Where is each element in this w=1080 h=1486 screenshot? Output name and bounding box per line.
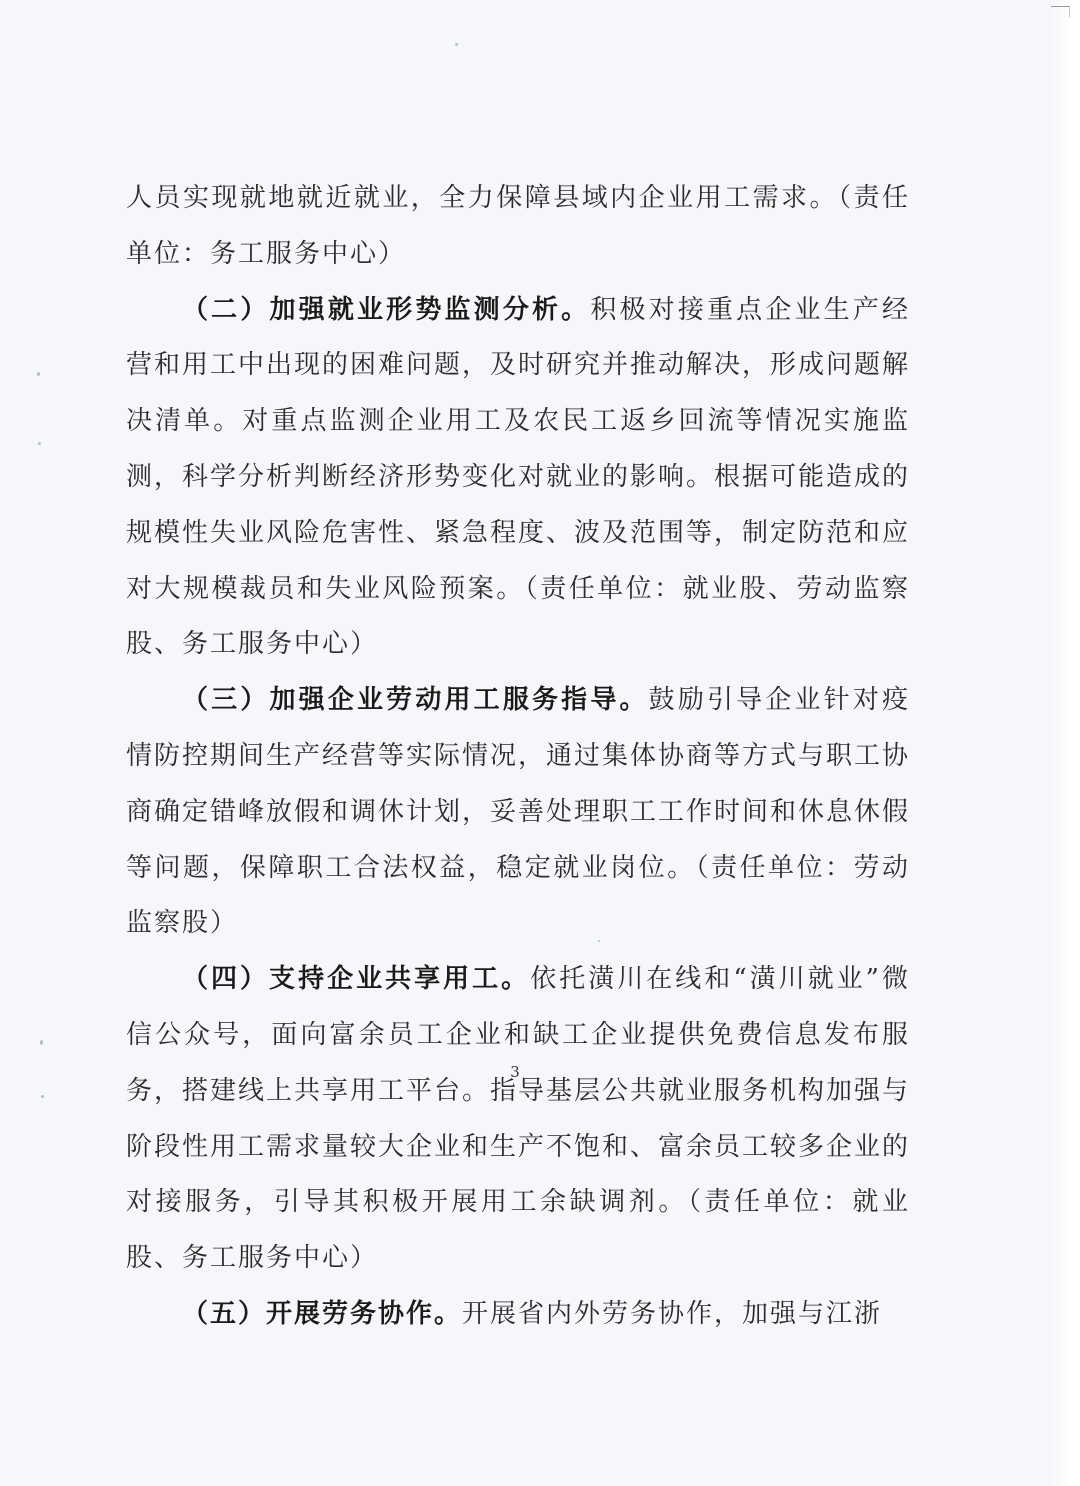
corner-mark (1051, 6, 1070, 17)
scan-speck (455, 43, 458, 46)
scan-speck (38, 442, 41, 445)
section-body-2: 积极对接重点企业生产经营和用工中出现的困难问题，及时研究并推动解决，形成问题解决清单。对重点监测企业用工及农民工返乡回流等情况实施监测，科学分析判断经济形势变化对就业的影响。根据可能造成的规模性失业风险危害性、紧急程度、波及范围等，制定防范和应对大规模裁员和失业风险预案。（责任单位：就业股、劳动监察股、务工服务中心） (126, 294, 911, 660)
section-paragraph-5 (126, 1287, 910, 1343)
section-paragraph-3 (126, 673, 910, 952)
section-heading-3: （三）加强企业劳动用工服务指导。 (182, 685, 649, 716)
page-number: 3 (510, 1063, 520, 1081)
section-paragraph-4 (126, 952, 910, 1287)
section-paragraph-2 (126, 283, 910, 674)
document-body (126, 171, 910, 1343)
scan-speck (41, 1095, 44, 1098)
section-heading-4: （四）支持企业共享用工。 (182, 964, 531, 995)
section-heading-5: （五）开展劳务协作。 (182, 1298, 463, 1329)
section-heading-2: （二）加强就业形势监测分析。 (182, 294, 591, 325)
paper-edge (1050, 0, 1080, 1486)
scan-speck (37, 372, 40, 376)
section-body-4: 依托潢川在线和“潢川就业”微信公众号，面向富余员工企业和缺工企业提供免费信息发布服务，搭建线上共享用工平台。指导基层公共就业服务机构加强与阶段性用工需求量较大企业和生产不饱和、富余员工较多企业的对接服务，引导其积极开展用工余缺调剂。（责任单位：就业股、务工服务中心） (126, 964, 911, 1274)
section-body-5: 开展省内外劳务协作，加强与江浙 (462, 1298, 883, 1329)
section-body-3: 鼓励引导企业针对疫情防控期间生产经营等实际情况，通过集体协商等方式与职工协商确定错峰放假和调休计划，妥善处理职工工作时间和休息休假等问题，保障职工合法权益，稳定就业岗位。（责任单位：劳动监察股） (126, 685, 911, 939)
continuation-paragraph: 人员实现就地就近就业，全力保障县域内企业用工需求。（责任单位：务工服务中心） (126, 183, 910, 269)
scan-speck (40, 1040, 43, 1045)
